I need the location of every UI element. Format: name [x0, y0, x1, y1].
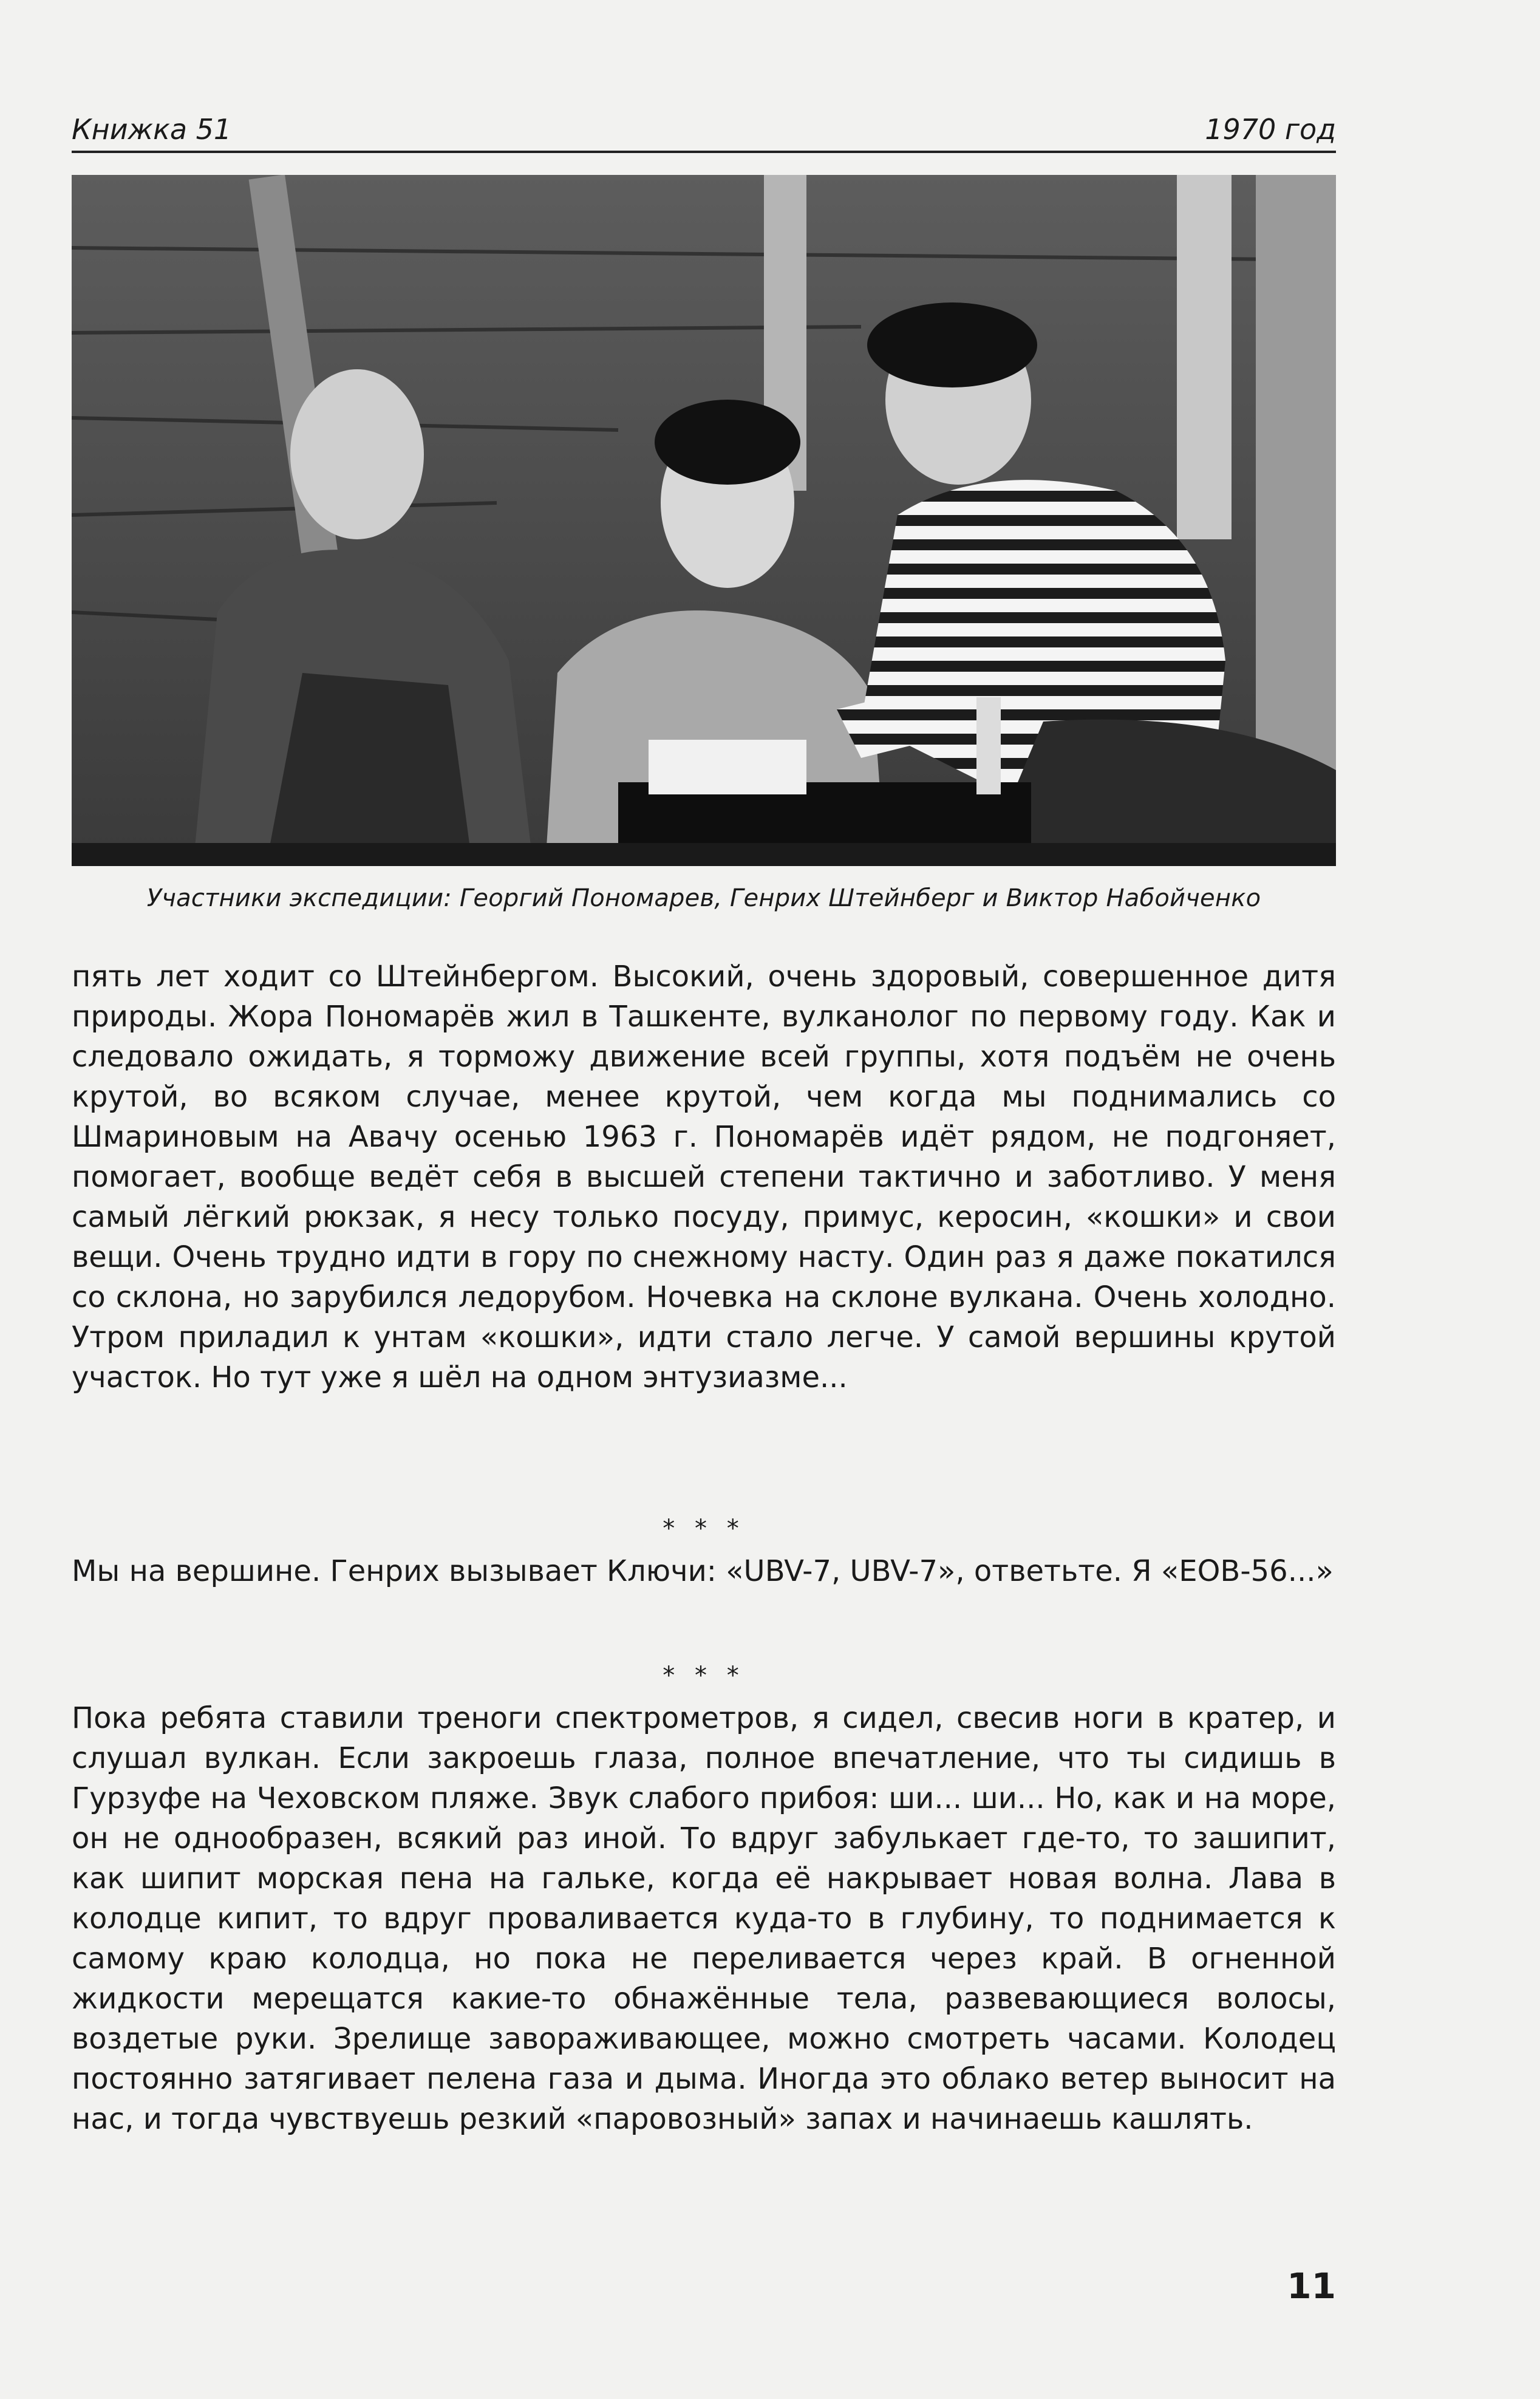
expedition-photo: [72, 175, 1336, 866]
photo-caption: Участники экспедиции: Георгий Пономарев, Генрих Штейнберг и Виктор Набойченко: [146, 884, 1261, 912]
section-separator-1: * * *: [663, 1515, 745, 1543]
header-year: 1970 год: [1205, 113, 1336, 146]
paragraph-2: Мы на вершине. Генрих вызывает Ключи: «UBV-7, UBV-7», ответьте. Я «EOB-56...»: [72, 1554, 1334, 1588]
header-book-title: Книжка 51: [72, 113, 232, 146]
paragraph-1: пять лет ходит со Штейнбергом. Высокий, очень здоровый, совершенное дитя природы. Жора Пономарёв жил в Ташкенте, вулканолог по первому году. Как и следовало ожидать, я торможу движение всей группы, хотя подъём не очень крутой, во всяком случае, менее крутой, чем когда мы поднимались со Шмариновым на Авачу осенью 1963 г. Пономарёв идёт рядом, не подгоняет, помогает, вообще ведёт себя в высшей степени тактично и заботливо. У меня самый лёгкий рюкзак, я несу только посуду, примус, керосин, «кошки» и свои вещи. Очень трудно идти в гору по снежному насту. Один раз я даже покатился со склона, но зарубился ледорубом. Ночевка на склоне вулкана. Очень холодно. Утром приладил к унтам «кошки», идти стало легче. У самой вершины крутой участок. Но тут уже я шёл на одном энтузиазме...: [72, 960, 1336, 1394]
page-number: 11: [1287, 2265, 1336, 2307]
paragraph-3: Пока ребята ставили треноги спектрометров, я сидел, свесив ноги в кратер, и слушал вулкан. Если закроешь глаза, полное впечатление, что ты сидишь в Гурзуфе на Чеховском пляже. Звук слабого прибоя: ши... ши... Но, как и на море, он не однообразен, всякий раз иной. То вдруг забулькает где-то, то зашипит, как шипит морская пена на гальке, когда её накрывает новая волна. Лава в колодце кипит, то вдруг проваливается куда-то в глубину, то поднимается к самому краю колодца, но пока не переливается через край. В огненной жидкости мерещатся какие-то обнажённые тела, развевающиеся волосы, воздетые руки. Зрелище завораживающее, можно смотреть часами. Колодец постоянно затягивает пелена газа и дыма. Иногда это облако ветер выносит на нас, и тогда чувствуешь резкий «паровозный» запах и начинаешь кашлять.: [72, 1701, 1336, 2136]
running-header: [72, 108, 1336, 153]
section-separator-2: * * *: [663, 1662, 745, 1690]
expedition-photo-image: [72, 175, 1336, 866]
